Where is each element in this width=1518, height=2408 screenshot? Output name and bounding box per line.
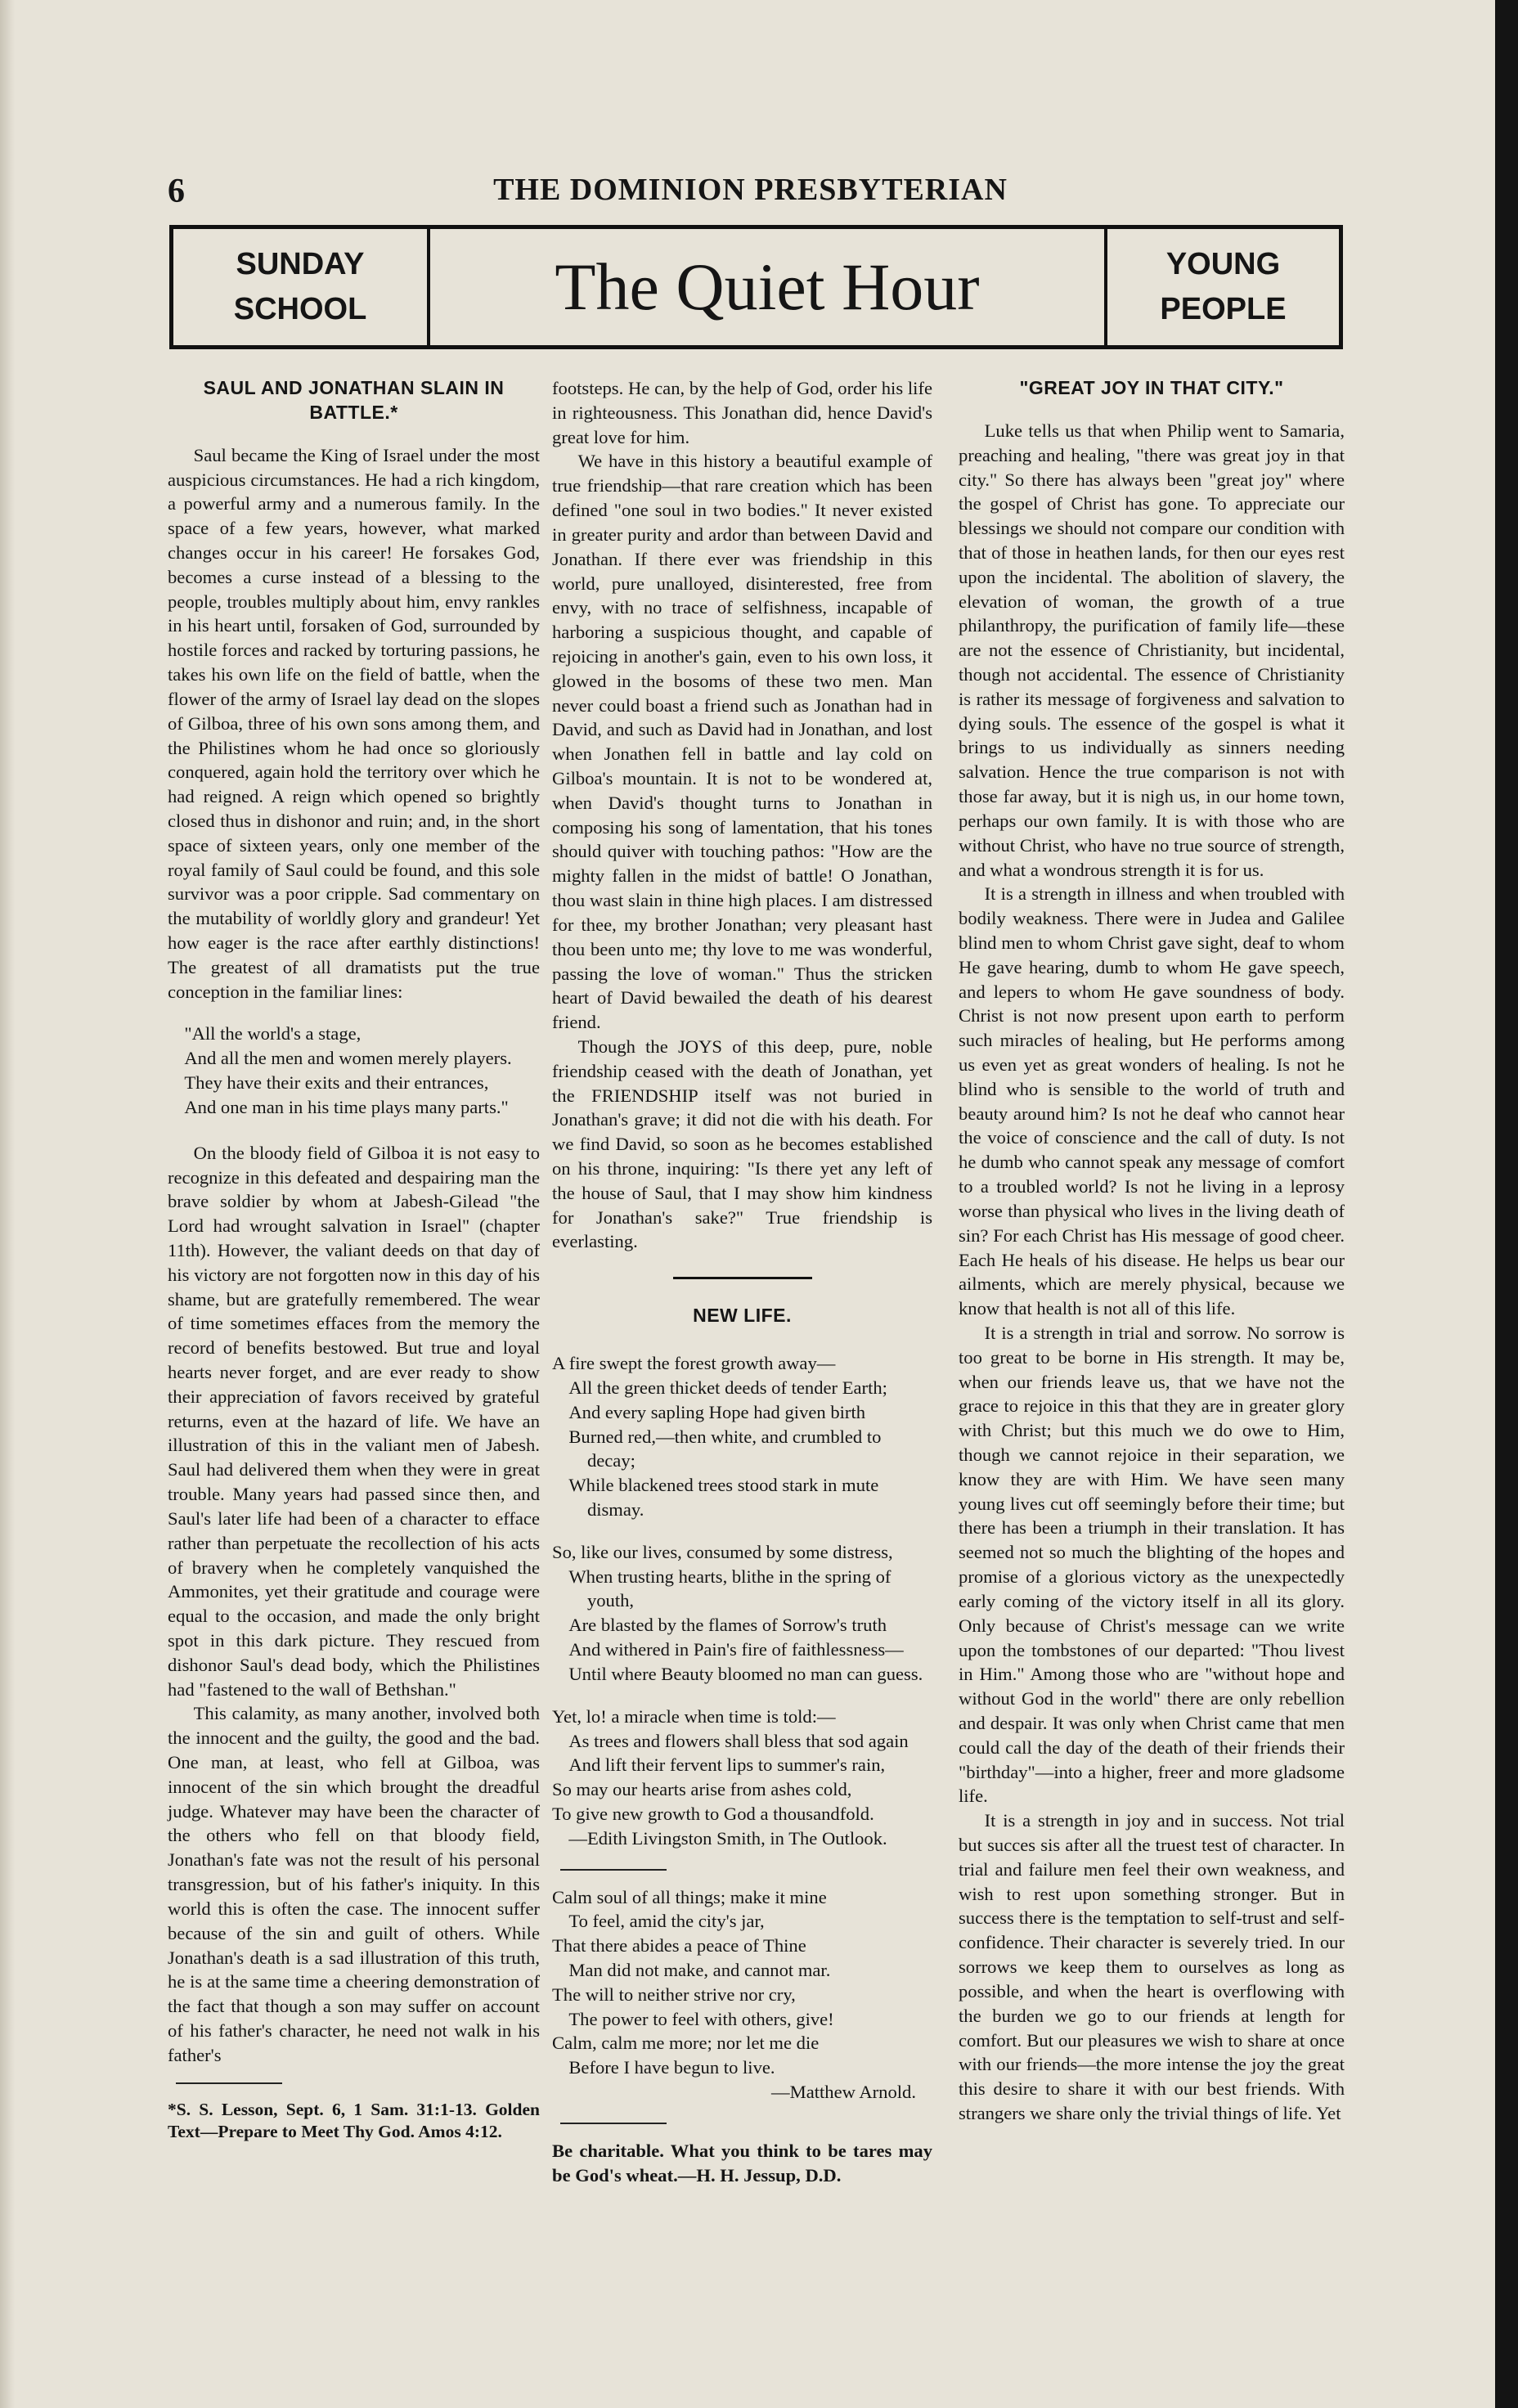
stanza bbox=[552, 1705, 932, 1851]
section-banner bbox=[169, 225, 1343, 349]
page-shadow bbox=[0, 0, 15, 2408]
banner-young-people bbox=[1107, 229, 1339, 345]
verse-line: And every sapling Hope had given birth bbox=[568, 1401, 866, 1422]
banner-sunday-school bbox=[173, 229, 427, 345]
paragraph: footsteps. He can, by the help of God, order his life in righteousness. This Jonathan did, hence David's great love for him. bbox=[552, 378, 932, 447]
verse-line: When trusting hearts, blithe in the spring of youth, bbox=[568, 1566, 891, 1611]
verse-line: To feel, amid the city's jar, bbox=[568, 1911, 765, 1932]
verse-line: Calm soul of all things; make it mine bbox=[552, 1886, 827, 1907]
quoted-verse bbox=[168, 1022, 540, 1119]
column-young-people bbox=[959, 376, 1345, 2126]
verse-line: So may our hearts arise from ashes cold, bbox=[552, 1779, 852, 1800]
banner-right-line2: PEOPLE bbox=[1160, 292, 1287, 326]
paragraph: Luke tells us that when Philip went to Samaria, preaching and healing, "there was great joy in that city." So there has always been "great joy" where the gospel of Christ has gone. To appreciate our blessings we should not compare our condition with that of those in heathen lands, for then our eyes rest upon the incidental. The abolition of slavery, the elevation of woman, the growth of a true philanthropy, the purification of family life—these are not the essence of Christianity, but incidental, though not accidental. The essence of Christianity is rather its message of forgiveness and salvation to dying souls. The essence of the gospel is what it brings to us individually as sinners needing salvation. Hence the true comparison is not with those far away, but it is nigh us, in our home town, perhaps our own family. It is with those who are without Christ, who have no true source of strength, and what a wondrous strength it is for us. bbox=[959, 420, 1345, 880]
paragraph: It is a strength in illness and when troubled with bodily weakness. There were in Judea and Galilee blind men to whom Christ gave sight, deaf to whom He gave hearing, dumb to whom He gave speech, and lepers to whom He gave soundness of body. Christ is not now present upon earth to perform such miracles of healing, but He performs among us even yet as great wonders of healing. Is not he blind who is sensible to the world of truth and beauty around him? Is not he deaf who cannot hear the voice of conscience and the call of duty. Is not he dumb who cannot speak any message of comfort to a troubled world? Is not he living in a leprosy worse than physical who lives in the living death of sin? For each Christ has His message of good cheer. Each He heals of his disease. He helps us bear our ailments, which are merely physical, because we know that health is not all of this life. bbox=[959, 883, 1345, 1319]
paragraph: It is a strength in joy and in success. Not trial but succes sis after all the truest test of character. In trial and failure men feel their own weakness, and wish to rest upon something stronger. But in success there is the temptation to self-trust and self-confidence. Their character is severely tried. In our sorrows we keep them to ourselves as long as possible, and when the heart is overflowing with the burden we go to our friends at length for comfort. But our pleasures we wish to share at once with our friends—the more intense the joy the great this desire to share it with our best friends. With strangers we share only the trivial things of life. Yet bbox=[959, 1810, 1345, 2123]
verse-line: Are blasted by the flames of Sorrow's truth bbox=[568, 1615, 887, 1636]
verse-line: "All the world's a stage, bbox=[184, 1023, 362, 1045]
arnold-attribution: —Matthew Arnold. bbox=[771, 2082, 916, 2103]
paragraph: This calamity, as many another, involved both the innocent and the guilty, the good and the bad. One man, at least, who fell at Gilboa, was innocent of the sin which brought the dreadful judge. Whatever may have been the character of the others who fell on that bloody field, Jonathan's fate was not the result of his personal transgression, but of his father's iniquity. In this world this is often the case. The innocent suffer because of the sin and guilt of others. While Jonathan's death is a sad illustration of this truth, he is at the same time a cheering demonstration of the fact that though a son may suffer on account of his father's character, he need not walk in his father's bbox=[168, 1703, 540, 2065]
verse-line: Yet, lo! a miracle when time is told:— bbox=[552, 1705, 836, 1727]
paragraph: Saul became the King of Israel under the most auspicious circumstances. He had a rich kingdom, a powerful army and a numerous family. In the space of a few years, however, what marked changes occur in his career! He forsakes God, becomes a curse instead of a blessing to the people, troubles multiply about him, envy rankles in his heart until, forsaken of God, surrounded by hostile forces and racked by torturing passions, he takes his own life on the field of battle, when the flower of the army of Israel lay dead on the slopes of Gilboa, three of his own sons among them, and the Philistines whom he had once so gloriously conquered, again hold the territory over which he had reigned. A reign which opened so brightly closed thus in dishonor and ruin; and, in the short space of sixteen years, only one member of the royal family of Saul could be found, and this sole survivor was a poor cripple. Sad commentary on the mutability of worldly glory and grandeur! Yet how eager is the race after earthly distinctions! The greatest of all dramatists put the true conception in the familiar lines: bbox=[168, 444, 540, 1002]
verse-line: The will to neither strive nor cry, bbox=[552, 1983, 796, 2005]
article-title-saul: SAUL AND JONATHAN SLAIN IN BATTLE.* bbox=[203, 377, 505, 423]
verse-line: They have their exits and their entrances, bbox=[184, 1072, 489, 1094]
verse-line: To give new growth to God a thousandfold. bbox=[552, 1803, 874, 1824]
lesson-footnote: *S. S. Lesson, Sept. 6, 1 Sam. 31:1-13. Golden Text—Prepare to Meet Thy God. Amos 4:12. bbox=[168, 2099, 540, 2142]
verse-line: Until where Beauty bloomed no man can guess. bbox=[568, 1663, 923, 1684]
paragraph: It is a strength in trial and sorrow. No sorrow is too great to be borne in His strength. It may be, when our friends leave us, that we have not the grace to rejoice in this that they are in greater glory with Christ; but this much we do owe to Him, though we cannot rejoice in their separation, we know they are with Him. We have seen many young lives cut off seemingly before their time; but there has been a triumph in their translation. It has seemed not so much the blighting of the hopes and promise of a glorious victory as the unexpectedly early coming of the victory itself in all its glory. Only because of Christ's message can we write upon the tombstones of our departed: "Thou livest in Him." Among those who are "without hope and without God in the world" there are only rebellion and despair. It was only when Christ came that men could call the day of the death of their friends their "birthday"—into a higher, freer and more gladsome life. bbox=[959, 1322, 1345, 1807]
verse-line: While blackened trees stood stark in mute dismay. bbox=[568, 1475, 879, 1521]
verse-line: Before I have begun to live. bbox=[568, 2057, 775, 2078]
column-sunday-school bbox=[168, 376, 540, 2144]
banner-left-line1: SUNDAY bbox=[236, 246, 365, 281]
article-title-great-joy: "GREAT JOY IN THAT CITY." bbox=[1019, 377, 1284, 398]
section-rule bbox=[560, 1869, 667, 1871]
page-edge bbox=[1495, 0, 1518, 2408]
column-middle bbox=[552, 376, 932, 2188]
verse-line: Calm, calm me more; nor let me die bbox=[552, 2033, 820, 2054]
stanza-arnold bbox=[552, 1885, 932, 2105]
verse-line: And all the men and women merely players. bbox=[184, 1048, 512, 1069]
verse-line: And withered in Pain's fire of faithlessness— bbox=[568, 1639, 904, 1660]
page-number: 6 bbox=[168, 173, 185, 210]
banner-left-line2: SCHOOL bbox=[233, 292, 367, 326]
running-head bbox=[168, 172, 1333, 213]
verse-line: Man did not make, and cannot mar. bbox=[568, 1960, 831, 1981]
verse-line: And one man in his time plays many parts." bbox=[184, 1096, 509, 1117]
stanza bbox=[552, 1351, 932, 1522]
banner-title: The Quiet Hour bbox=[555, 249, 980, 324]
paragraph: Though the JOYS of this deep, pure, noble friendship ceased with the death of Jonathan, yet the FRIENDSHIP itself was not buried in Jonathan's grave; it did not die with his death. For we find David, so soon as he becomes established on his throne, inquiring: "Is there yet any left of the house of Saul, that I may show him kindness for Jonathan's sake?" True friendship is everlasting. bbox=[552, 1036, 932, 1252]
journal-title: THE DOMINION PRESBYTERIAN bbox=[493, 173, 1008, 207]
poem-attribution: —Edith Livingston Smith, in The Outlook. bbox=[568, 1827, 887, 1849]
stanza bbox=[552, 1540, 932, 1687]
verse-line: That there abides a peace of Thine bbox=[552, 1935, 806, 1956]
poem-title: NEW LIFE. bbox=[693, 1305, 792, 1327]
paragraph: We have in this history a beautiful example of true friendship—that rare creation which has been defined "one soul in two bodies." It never existed in greater purity and ardor than between David and Jonathan. If there ever was friendship in this world, pure unalloyed, disinterested, free from envy, with no trace of selfishness, incapable of harboring a suspicious thought, and capable of rejoicing in another's gain, even to his own loss, it glowed in the bosoms of these two men. Man never could boast a friend such as Jonathan had in David, and such as David had in Jonathan, and lost when Jonathen fell in battle and lay cold on Gilboa's mountain. It is not to be wondered at, when David's thought turns to Jonathan in composing his song of lamentation, that his tones should quiver with touching pathos: "How are the mighty fallen in the midst of battle! O Jonathan, thou wast slain in thine high places. I am distressed for thee, my brother Jonathan; very pleasant hast thou been unto me; thy love to me was wonderful, passing the love of woman." Thus the stricken heart of David bewailed the death of his dearest friend. bbox=[552, 451, 932, 1033]
section-rule bbox=[673, 1277, 812, 1279]
paragraph: On the bloody field of Gilboa it is not easy to recognize in this defeated and despairing man the brave soldier by whom at Jabesh-Gilead "the Lord had wrought salvation in Israel" (chapter 11th). However, the valiant deeds on that day of his victory are not forgotten now in this day of his shame, but are gratefully remembered. The wear of time sometimes effaces from the memory the record of benefits bestowed. But true and loyal hearts never forget, and are ever ready to show their appreciation of favors received by grateful returns, even at the hazard of life. We have an illustration of this in the valiant men of Jabesh. Saul had delivered them when they were in great trouble. Many years had passed since then, and Saul's later life had been of a character to efface rather than perpetuate the recollection of his acts of bravery when he completely vanquished the Ammonites, yet their gratitude and courage were equal to the occasion, and made the only bright spot in this dark picture. They rescued from dishonor Saul's dead body, which the Philistines had "fastened to the wall of Bethshan." bbox=[168, 1142, 540, 1700]
section-rule bbox=[560, 2123, 667, 2124]
verse-line: A fire swept the forest growth away— bbox=[552, 1353, 836, 1374]
banner-right-line1: YOUNG bbox=[1165, 246, 1281, 281]
verse-line: All the green thicket deeds of tender Earth; bbox=[568, 1377, 887, 1398]
verse-line: So, like our lives, consumed by some distress, bbox=[552, 1541, 893, 1562]
poem-new-life bbox=[552, 1351, 932, 2105]
verse-line: As trees and flowers shall bless that sod again bbox=[568, 1730, 909, 1751]
verse-line: Burned red,—then white, and crumbled to decay; bbox=[568, 1426, 882, 1471]
closing-quote: Be charitable. What you think to be tares may be God's wheat.—H. H. Jessup, D.D. bbox=[552, 2140, 932, 2186]
verse-line: The power to feel with others, give! bbox=[568, 2008, 834, 2029]
verse-line: And lift their fervent lips to summer's rain, bbox=[568, 1754, 886, 1776]
footnote-rule bbox=[176, 2082, 282, 2084]
